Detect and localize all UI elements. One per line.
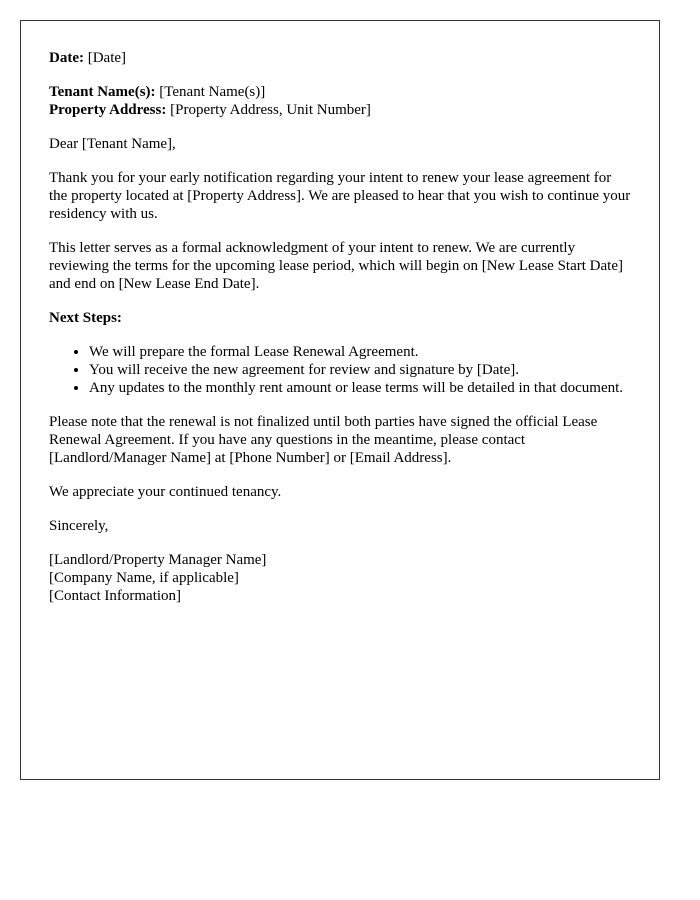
- next-steps-heading-text: Next Steps:: [49, 310, 122, 326]
- signature-contact: [Contact Information]: [49, 588, 182, 604]
- tenant-value: [Tenant Name(s)]: [159, 84, 266, 100]
- signature-name: [Landlord/Property Manager Name]: [49, 552, 267, 568]
- signature-block: [49, 551, 631, 605]
- date-value: [Date]: [87, 50, 127, 66]
- signature-company: [Company Name, if applicable]: [49, 570, 239, 586]
- date-label: Date:: [49, 50, 84, 66]
- tenant-line: [49, 83, 631, 101]
- paragraph-acknowledgment: This letter serves as a formal acknowledgment of your intent to renew. We are currently reviewing the terms for the upcoming lease period, which will begin on [New Lease Start Date] and end on [New Lease End Date].: [49, 240, 623, 292]
- letter-content: [49, 49, 631, 605]
- address-value: [Property Address, Unit Number]: [170, 102, 371, 118]
- paragraph-intent-notification: Thank you for your early notification regarding your intent to renew your lease agreement for the property located at [Property Address]. We are pleased to hear that you wish to continue your residency with us.: [49, 170, 631, 222]
- paragraph-appreciation: We appreciate your continued tenancy.: [49, 484, 282, 500]
- next-steps-list: [49, 343, 631, 397]
- list-item: • Any updates to the monthly rent amount or lease terms will be detailed in that document.: [89, 379, 631, 397]
- closing: Sincerely,: [49, 518, 109, 534]
- list-item: • We will prepare the formal Lease Renewal Agreement.: [89, 343, 631, 361]
- date-line: [49, 49, 631, 67]
- salutation: Dear [Tenant Name],: [49, 136, 176, 152]
- address-line: [49, 101, 631, 119]
- paragraph-finalization-note: Please note that the renewal is not finalized until both parties have signed the official Lease Renewal Agreement. If you have any questions in the meantime, please contact [Landlord/Manager Name] at [Phone Number] or [Email Address].: [49, 414, 598, 466]
- next-steps-heading: [49, 309, 631, 327]
- recipient-block: [49, 83, 631, 119]
- letter-page: [20, 20, 660, 780]
- tenant-label: Tenant Name(s):: [49, 84, 156, 100]
- list-item: • You will receive the new agreement for review and signature by [Date].: [89, 361, 631, 379]
- address-label: Property Address:: [49, 102, 167, 118]
